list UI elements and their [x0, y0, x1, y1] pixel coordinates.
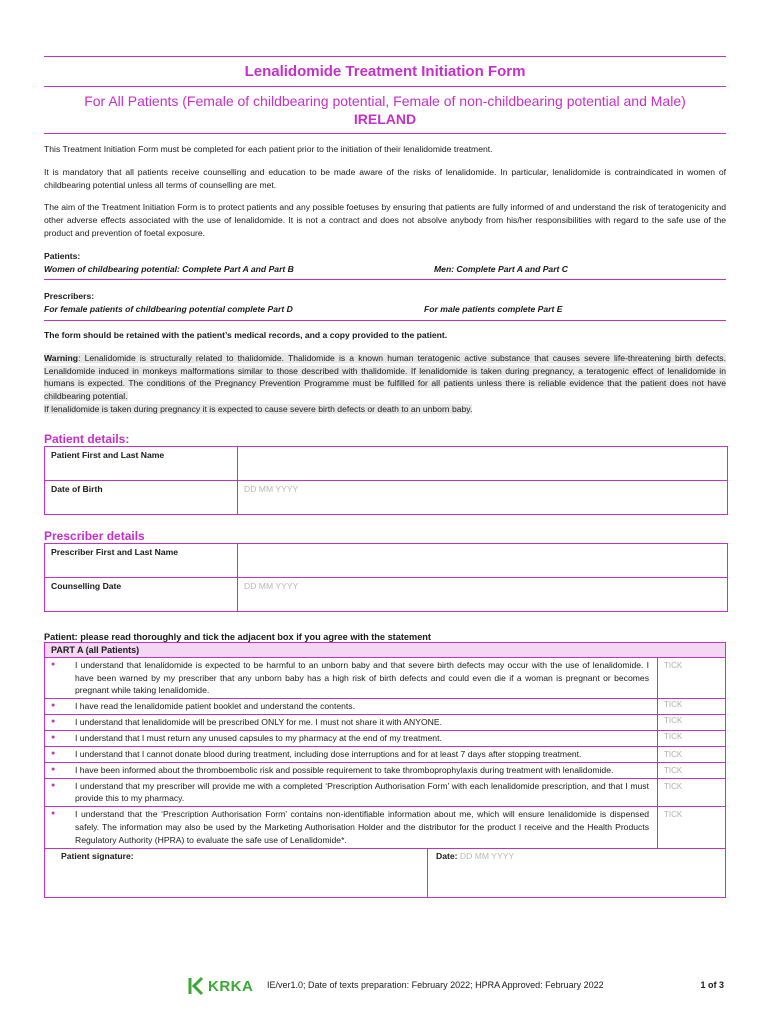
patient-name-field[interactable] [238, 446, 728, 480]
statement-row [44, 763, 726, 778]
tick-box[interactable]: TICK [664, 810, 683, 820]
patient-signature-label: Patient signature: [61, 850, 134, 861]
tick-box[interactable]: TICK [664, 700, 683, 710]
form-title: Lenalidomide Treatment Initiation Form [244, 63, 526, 80]
bullet-icon: ● [51, 733, 56, 741]
statement-row [44, 731, 726, 746]
krka-logo-text: KRKA [208, 977, 254, 995]
statement-text: I understand that the ‘Prescription Authorisation Form’ contains non-identifiable information about me, which will ensure lenalidomide is dispensed safely. The information may also be used by the Marketing Authorisation Holder and the distributor for the product I receive and the Health Products Regulatory Authority (HPRA) to evaluate the safe use of Lenalidomide*. [75, 809, 649, 845]
header-rule [44, 133, 726, 134]
statement-text: I have read the lenalidomide patient booklet and understand the contents. [75, 701, 355, 712]
statement-row [44, 699, 726, 714]
patient-details-table [44, 446, 728, 515]
statement-row [44, 715, 726, 730]
prescriber-name-label: Prescriber First and Last Name [45, 543, 238, 577]
statement-row [44, 747, 726, 762]
form-page [44, 56, 726, 898]
prescribers-label: Prescribers: [44, 291, 95, 302]
patient-details-heading: Patient details: [44, 431, 130, 446]
prescribers-rule [44, 320, 726, 321]
signature-date-label: Date: [436, 850, 458, 861]
statement-text: I have been informed about the thromboembolic risk and possible requirement to take thromboprophylaxis during treatment with lenalidomide. [75, 764, 614, 775]
statement-intro: Patient: please read thoroughly and tick the adjacent box if you agree with the statement [44, 631, 431, 642]
patients-rule [44, 279, 726, 280]
bullet-icon: ● [51, 717, 56, 725]
tick-box[interactable]: TICK [664, 781, 683, 791]
prescriber-details-heading: Prescriber details [44, 528, 145, 543]
top-rule [44, 56, 726, 57]
form-subtitle: For All Patients (Female of childbearing potential, Female of non-childbearing potential and Male) [84, 93, 686, 109]
bullet-icon: ● [51, 749, 56, 757]
tick-box[interactable]: TICK [664, 660, 683, 670]
page-footer [0, 976, 770, 996]
intro-paragraph-2: It is mandatory that all patients receive counselling and education to be made aware of the risks of lenalidomide. In particular, lenalidomide is contraindicated in women of childbearing potential unless all terms of counselling are met. [44, 166, 726, 190]
date-of-birth-label: Date of Birth [45, 480, 238, 514]
prescriber-name-field[interactable] [238, 543, 728, 577]
patient-name-label: Patient First and Last Name [45, 446, 238, 480]
bullet-icon: ● [51, 781, 56, 789]
warning-text: : Lenalidomide is structurally related to thalidomide. Thalidomide is a known human teratogenic active substance that causes severe life-threatening birth defects. Lenalidomide induced in monkeys malformations similar to those described with thalidomide. If lenalidomide is taken during pregnancy, a teratogenic effect of lenalidomide in humans is expected. The conditions of the Pregnancy Prevention Programme must be fulfilled for all patients unless there is reliable evidence that the patient does not have childbearing potential. [44, 352, 726, 402]
bullet-icon: ● [51, 660, 56, 668]
signature-date-field[interactable] [428, 849, 725, 897]
form-country: IRELAND [353, 111, 417, 127]
signature-date-placeholder: DD MM YYYY [459, 850, 515, 861]
prescribers-male-instruction: For male patients complete Part E [424, 304, 563, 315]
statement-text: I understand that I cannot donate blood during treatment, including dose interruptions and for at least 7 days after stopping treatment. [75, 748, 582, 759]
statement-row [44, 779, 726, 807]
bullet-icon: ● [51, 810, 56, 818]
retain-note: The form should be retained with the patient’s medical records, and a copy provided to the patient. [44, 329, 448, 340]
prescribers-instructions [44, 303, 726, 316]
warning-label: Warning [44, 352, 79, 363]
patients-women-instruction: Women of childbearing potential: Complete Part A and Part B [44, 263, 294, 274]
tick-box[interactable]: TICK [664, 765, 683, 775]
prescriber-details-table [44, 543, 728, 612]
patients-men-instruction: Men: Complete Part A and Part C [434, 263, 569, 274]
patients-label: Patients: [44, 250, 81, 261]
statement-text: I understand that lenalidomide will be prescribed ONLY for me. I must not share it with ANYONE. [75, 716, 442, 727]
statement-text: I understand that I must return any unused capsules to my pharmacy at the end of my treatment. [75, 732, 442, 743]
tick-box[interactable]: TICK [664, 749, 683, 759]
krka-logo-mark-icon [186, 976, 206, 996]
title-rule [44, 86, 726, 87]
page-number: 1 of 3 [700, 980, 724, 990]
tick-box[interactable]: TICK [664, 731, 683, 741]
warning-paragraph [44, 352, 726, 416]
part-a-heading: PART A (all Patients) [44, 642, 726, 658]
counselling-date-label: Counselling Date [45, 577, 238, 611]
intro-paragraph-1: This Treatment Initiation Form must be completed for each patient prior to the initiation of their lenalidomide treatment. [44, 144, 493, 154]
patient-signature-field[interactable] [45, 849, 428, 897]
counselling-date-field[interactable]: DD MM YYYY [238, 577, 728, 611]
statement-row [44, 658, 726, 698]
date-of-birth-field[interactable]: DD MM YYYY [238, 480, 728, 514]
warning-text-2: If lenalidomide is taken during pregnancy it is expected to cause severe birth defects or death to an unborn baby. [44, 403, 473, 414]
tick-box[interactable]: TICK [664, 715, 683, 725]
bullet-icon: ● [51, 702, 56, 710]
footer-version: IE/ver1.0; Date of texts preparation: February 2022; HPRA Approved: February 2022 [267, 980, 604, 990]
part-a-statements [44, 658, 726, 848]
bullet-icon: ● [51, 765, 56, 773]
prescribers-female-instruction: For female patients of childbearing potential complete Part D [44, 304, 293, 315]
statement-row [44, 807, 726, 847]
statement-text: I understand that lenalidomide is expected to be harmful to an unborn baby and that severe birth defects may occur with the use of lenalidomide. I have been warned by my prescriber that any unborn baby has a high risk of birth defects and could even die if a woman is pregnant or becomes pregnant while taking lenalidomide. [75, 659, 649, 696]
patients-instructions [44, 263, 726, 276]
signature-row [44, 848, 726, 898]
krka-logo [186, 976, 253, 996]
statement-text: I understand that my prescriber will provide me with a completed ‘Prescription Authorisation Form’ with each lenalidomide prescription, and that I must provide this to my pharmacy. [75, 780, 649, 804]
intro-paragraph-3: The aim of the Treatment Initiation Form is to protect patients and any possible foetuses by ensuring that patients are fully informed of and understand the risk of teratogenicity and other adverse effects associated with the use of lenalidomide. It is not a contract and does not absolve anybody from his/her responsibilities with regard to the safe use of the product and prevention of foetal exposure. [44, 202, 726, 238]
